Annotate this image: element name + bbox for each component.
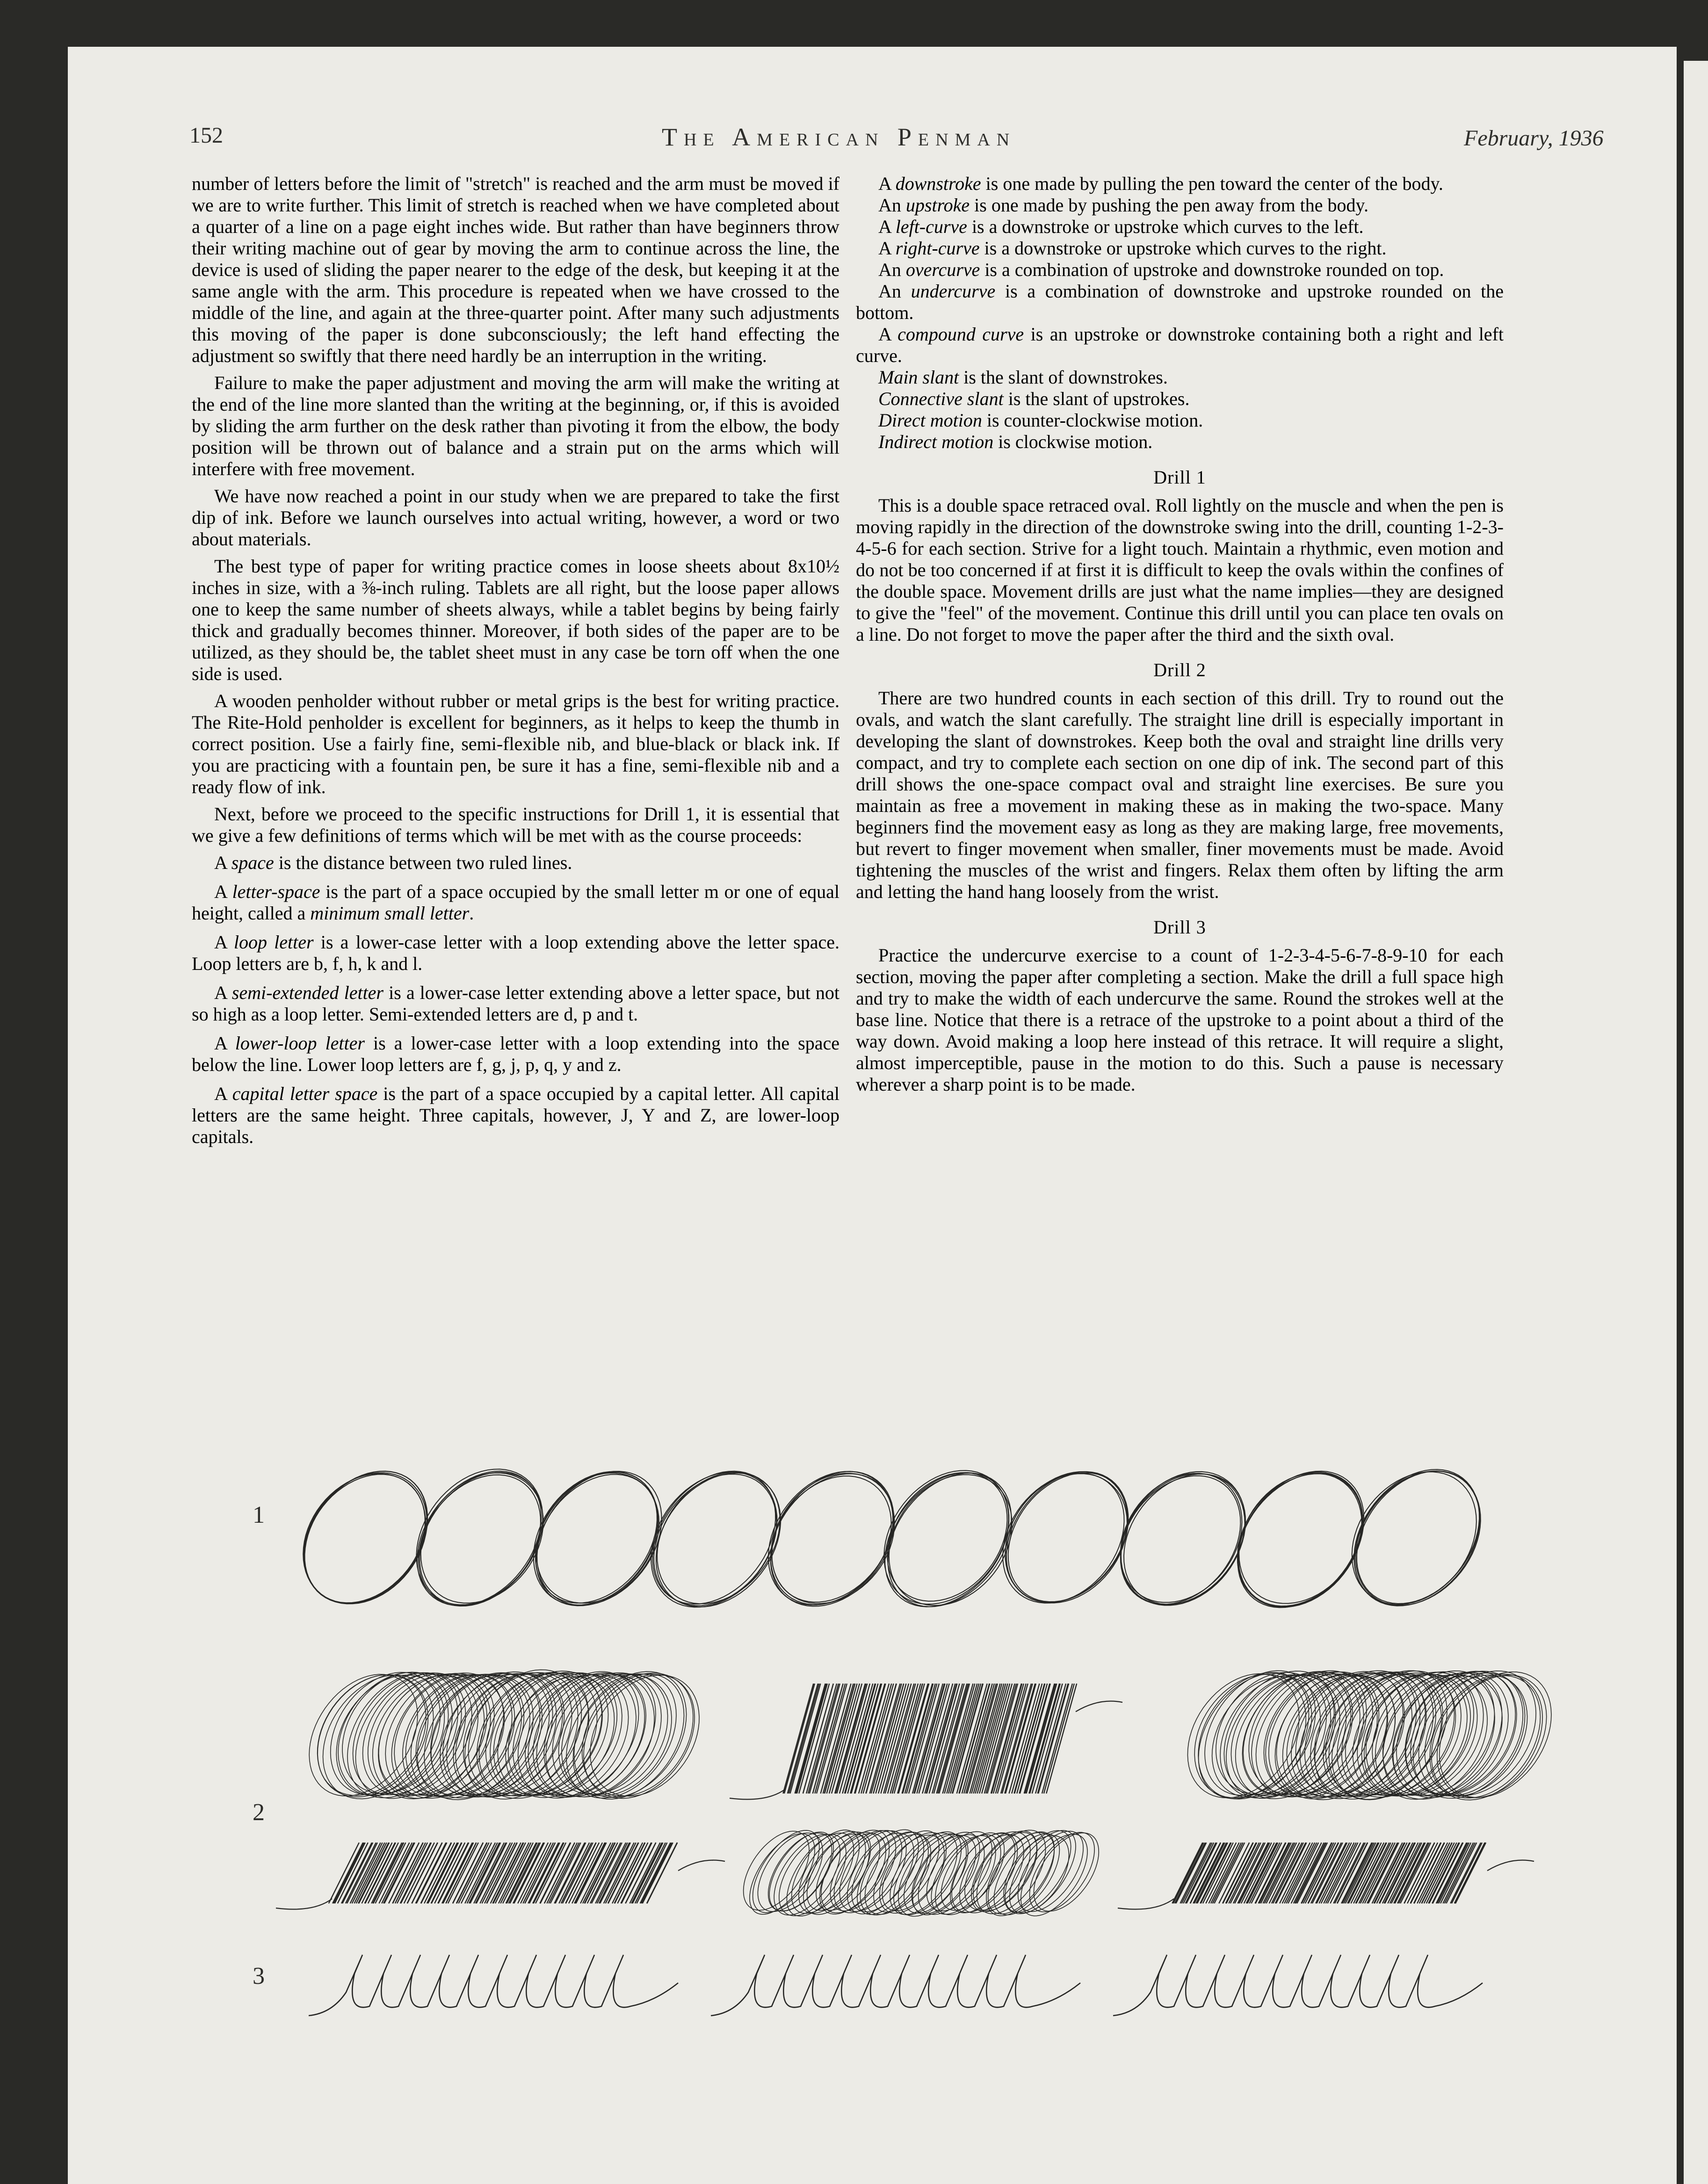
drill-1-oval-stroke xyxy=(772,1473,895,1603)
defined-term: downstroke xyxy=(895,173,981,194)
paragraph: number of letters before the limit of "stretch" is reached and the arm must be moved if we are to write further. This limit of stretch is reached when we have completed about a quarter of a line on a page eight inches wide. But rather than have beginners throw their writing machine out of gear by moving the arm to continue across the line, the device is used of sliding the paper nearer to the edge of the desk, but keeping it at the same angle with the arm. This procedure is repeated when we have crossed to the middle of the line, and again at the three-quarter point. After many such adjustments this moving of the paper is done subconsciously; the left hand effecting the adjustment so swiftly that there need hardly be an interruption in the writing. xyxy=(192,173,840,366)
figure-label: 3 xyxy=(253,1963,265,1989)
drill-1-oval-stroke xyxy=(654,1474,776,1605)
drill-heading: Drill 3 xyxy=(1153,917,1206,938)
defined-term: letter-space xyxy=(232,881,320,902)
drill-1-oval-figure xyxy=(299,1464,1562,1618)
definition-text: is the distance between two ruled lines. xyxy=(274,852,572,873)
definitions-list xyxy=(192,852,840,1148)
drill-1-oval-stroke xyxy=(657,1472,780,1604)
definition xyxy=(856,324,1504,367)
drill-1-oval-stroke xyxy=(885,1473,1009,1607)
drill-1-oval-stroke xyxy=(1356,1471,1481,1605)
drill-1-oval-stroke xyxy=(652,1471,775,1604)
defined-term: capital letter space xyxy=(232,1083,378,1104)
definition-text: is one made by pulling the pen toward the center of the body. xyxy=(981,173,1443,194)
definition-text: is the part of a space occupied by a capital letter. All capital letters are the same height. Three capitals, however, J, Y and Z, are lower-loop capitals. xyxy=(192,1083,840,1147)
definition xyxy=(856,388,1504,410)
drill-2-oval-stroke xyxy=(309,1674,418,1796)
defined-term: compound curve xyxy=(897,324,1024,345)
definition xyxy=(192,1083,840,1148)
definition xyxy=(856,431,1504,453)
drill-instructions: There are two hundred counts in each section of this drill. Try to round out the ovals, and watch the slant carefully. The straight line drill is especially important in developing the slant of downstrokes. Keep both the oval and straight line drills very compact, and try to complete each section on one dip of ink. The second part of this drill shows the one-space compact oval and straight line exercises. Be sure you maintain as free a movement in making these as in making the two-space. Many beginners find the movement easy as long as they are making large, free movements, but revert to finger movement when smaller, finer movements must be made. Avoid tightening the muscles of the wrist and fingers. Relax them often by lifting the arm and letting the hand hang loosely from the wrist. xyxy=(856,687,1504,902)
drill-1-oval-stroke xyxy=(536,1475,658,1606)
definition xyxy=(856,281,1504,324)
definition xyxy=(856,367,1504,388)
drill-2-line-stroke xyxy=(1172,1843,1486,1903)
defined-term: Indirect motion xyxy=(878,431,994,452)
drill-1-oval-stroke xyxy=(1121,1476,1241,1605)
drill-1-oval-stroke xyxy=(771,1474,894,1606)
drill-1-oval-stroke xyxy=(1238,1471,1364,1606)
drill-1-oval-stroke xyxy=(1003,1473,1124,1603)
paragraph: Failure to make the paper adjustment and moving the arm will make the writing at the end of the line more slanted than the writing at the beginning, or, if this is avoided by sliding the arm further on the desk rather than pivoting it from the elbow, the body position will be thrown out of balance and a strain put on the arms which will interfere with free movement. xyxy=(192,372,840,479)
drill-1-oval-stroke xyxy=(1354,1469,1479,1605)
drill-1-oval-stroke xyxy=(303,1474,426,1604)
drill-1-oval-stroke xyxy=(304,1475,425,1604)
defined-term: Connective slant xyxy=(878,388,1004,409)
issue-date: February, 1936 xyxy=(1464,126,1604,151)
drill-2-oval-stroke xyxy=(566,1674,676,1798)
drill-1-oval-stroke xyxy=(421,1473,543,1603)
definition-text: A xyxy=(878,173,896,194)
definition xyxy=(192,982,840,1025)
drill-1-oval-stroke xyxy=(1121,1472,1245,1605)
drill-2-oval-stroke xyxy=(1393,1676,1502,1798)
defined-term: Direct motion xyxy=(878,410,982,431)
drill-3-undercurve-figure xyxy=(299,1936,1562,2030)
definition-text: is a downstroke or upstroke which curves to the left. xyxy=(967,216,1364,237)
drill-1-oval-stroke xyxy=(419,1475,541,1606)
definition xyxy=(192,1033,840,1076)
definition xyxy=(856,216,1504,238)
defined-term: semi-extended letter xyxy=(232,982,384,1003)
drill-1-oval-stroke xyxy=(1238,1473,1362,1607)
definition xyxy=(856,195,1504,216)
adjacent-page-edge xyxy=(1684,61,1708,2184)
drill-1-oval-stroke xyxy=(305,1471,427,1603)
drill-1-oval-stroke xyxy=(887,1473,1007,1601)
drill-1-oval-stroke xyxy=(1238,1472,1363,1607)
defined-term: minimum small letter xyxy=(310,903,470,924)
definition xyxy=(856,173,1504,195)
definition-text: is a combination of downstroke and upstroke rounded on the bottom. xyxy=(856,281,1504,323)
drill-2-lead-stroke xyxy=(678,1860,725,1871)
definition xyxy=(192,852,840,874)
paragraph: The best type of paper for writing practice comes in loose sheets about 8x10½ inches in size, with a ⅜-inch ruling. Tablets are all right, but the loose paper allows one to keep the same number of sheets always, while a tablet begins by being fairly thick and gradually becomes thinner. Moreover, if both sides of the paper are to be utilized, as they should be, the tablet sheet must in any case be torn off when the one side is used. xyxy=(192,556,840,684)
drill-1-oval-stroke xyxy=(1352,1472,1476,1605)
drill-2-lead-stroke xyxy=(1487,1860,1534,1871)
running-title: The American Penman xyxy=(662,123,1016,151)
drill-2-oval-stroke xyxy=(1220,1675,1331,1798)
definition-text: is one made by pushing the pen away from the body. xyxy=(970,195,1368,216)
drill-1-oval-stroke xyxy=(1006,1472,1128,1603)
drill-1-oval-stroke xyxy=(1121,1473,1242,1602)
figure-label: 2 xyxy=(253,1799,265,1826)
drill-1-oval-stroke xyxy=(1354,1471,1480,1605)
drill-2-oval-stroke xyxy=(431,1673,540,1795)
drill-1-oval-stroke xyxy=(1008,1473,1129,1602)
drill-1-oval-stroke xyxy=(1124,1474,1245,1605)
drill-3-undercurve-stroke xyxy=(309,1955,678,2016)
drill-1-oval-stroke xyxy=(1121,1474,1245,1605)
drill-2-oval-stroke xyxy=(1437,1675,1547,1798)
definition-text: A xyxy=(214,932,234,953)
defined-term: lower-loop letter xyxy=(235,1033,365,1054)
drill-1-oval-stroke xyxy=(771,1476,891,1605)
drill-1-oval-stroke xyxy=(420,1473,543,1605)
drill-1-oval-stroke xyxy=(1238,1474,1363,1607)
definition-text: An xyxy=(878,259,906,280)
left-column xyxy=(192,173,840,1155)
drill-1-oval-stroke xyxy=(536,1472,657,1603)
drill-1-oval-stroke xyxy=(768,1471,893,1605)
definition xyxy=(192,881,840,924)
drill-2-compact-figure xyxy=(299,1665,1562,1927)
definition-text: is the slant of upstrokes. xyxy=(1003,388,1190,409)
definition-text: A xyxy=(214,1083,232,1104)
drill-2-oval-stroke xyxy=(338,1672,449,1795)
defined-term: overcurve xyxy=(905,259,980,280)
definition-text: An xyxy=(878,195,906,216)
paragraph: A wooden penholder without rubber or metal grips is the best for writing practice. The Rite-Hold penholder is excellent for beginners, as it helps to keep the thumb in correct position. Use a fairly fine, semi-flexible nib, and blue-black or black ink. If you are practicing with a fountain pen, be sure it has a fine, semi-flexible nib and a ready flow of ink. xyxy=(192,690,840,797)
drill-2-oval-stroke xyxy=(1030,1832,1095,1912)
page-number: 152 xyxy=(189,123,223,148)
defined-term: Main slant xyxy=(878,367,959,388)
drill-2-lead-stroke xyxy=(730,1789,786,1800)
drill-1-oval-stroke xyxy=(884,1470,1008,1604)
defined-term: left-curve xyxy=(895,216,967,237)
definition-text: is a lower-case letter with a loop extending into the space below the line. Lower loop letters are f, g, j, p, q, y and z. xyxy=(192,1033,840,1075)
drill-2-line-stroke xyxy=(783,1684,1077,1793)
definition-text: is a lower-case letter with a loop extending above the letter space. Loop letters are b, f, h, k and l. xyxy=(192,932,840,974)
drill-2-oval-stroke xyxy=(318,1675,428,1797)
drill-1-oval-stroke xyxy=(534,1472,658,1605)
definition-text: is a lower-case letter extending above a letter space, but not so high as a loop letter. Semi-extended letters are d, p and t. xyxy=(192,982,840,1025)
definition-text: A xyxy=(214,1033,235,1054)
definition-text: is the slant of downstrokes. xyxy=(959,367,1168,388)
definition-text: is clockwise motion. xyxy=(993,431,1153,452)
definition-text: An xyxy=(878,281,911,302)
definition-text: is a downstroke or upstroke which curves to the right. xyxy=(979,238,1387,259)
definition xyxy=(856,259,1504,281)
drill-2-oval-stroke xyxy=(1018,1831,1084,1912)
right-column xyxy=(856,173,1504,1101)
drill-1-oval-stroke xyxy=(304,1471,428,1604)
defined-term: upstroke xyxy=(905,195,970,216)
drill-1-oval-stroke xyxy=(651,1472,777,1607)
figure-label: 1 xyxy=(253,1502,265,1528)
defined-term: space xyxy=(231,852,274,873)
definition-text: A xyxy=(878,324,898,345)
defined-term: loop letter xyxy=(233,932,314,953)
drill-instructions: Practice the undercurve exercise to a count of 1-2-3-4-5-6-7-8-9-10 for each section, moving the paper after completing a section. Make the drill a full space high and try to make the width of each undercurve the same. Round the strokes well at the base line. Notice that there is a retrace of the upstroke to a point about a third of the way down. Avoid making a loop here instead of this retrace. It will require a slight, almost imperceptible, pause in the motion to do this. Such a pause is necessary wherever a sharp point is to be made. xyxy=(856,945,1504,1095)
drill-3-undercurve-stroke xyxy=(1113,1955,1483,2016)
defined-term: right-curve xyxy=(895,238,980,259)
defined-term: undercurve xyxy=(911,281,996,302)
definition xyxy=(856,410,1504,431)
definition-text: A xyxy=(214,881,232,902)
drill-1-oval-stroke xyxy=(1239,1473,1361,1604)
definition-text: is a combination of upstroke and downstroke rounded on top. xyxy=(980,259,1444,280)
drill-2-line-stroke xyxy=(329,1843,678,1903)
drill-1-oval-stroke xyxy=(889,1475,1012,1605)
drill-2-oval-stroke xyxy=(347,1673,458,1798)
definition-text: . xyxy=(469,903,474,924)
paragraph: Next, before we proceed to the specific instructions for Drill 1, it is essential that we give a few definitions of terms which will be met with as the course proceeds: xyxy=(192,803,840,846)
drill-2-oval-stroke xyxy=(559,1674,668,1794)
drill-1-oval-stroke xyxy=(417,1471,541,1606)
drill-1-oval-stroke xyxy=(416,1469,543,1605)
definition-text: is the part of a space occupied by the small letter m or one of equal height, called a xyxy=(192,881,840,924)
definition-text: A xyxy=(214,982,232,1003)
drill-1-oval-stroke xyxy=(772,1472,894,1602)
drill-instructions: This is a double space retraced oval. Roll lightly on the muscle and when the pen is moving rapidly in the direction of the downstroke swing into the drill, counting 1-2-3-4-5-6 for each section. Strive for a light touch. Maintain a rhythmic, even motion and do not be too concerned if at first it is difficult to keep the ovals within the confines of the double space. Movement drills are just what the name implies—they are designed to give the "feel" of the movement. Continue this drill until you can place ten ovals on a line. Do not forget to move the paper after the third and the sixth oval. xyxy=(856,495,1504,645)
drill-heading: Drill 2 xyxy=(1153,659,1206,680)
drill-1-oval-stroke xyxy=(536,1473,659,1603)
paragraph: We have now reached a point in our study when we are prepared to take the first dip of ink. Before we launch ourselves into actual writing, however, a word or two about materials. xyxy=(192,485,840,550)
drill-heading: Drill 1 xyxy=(1153,467,1206,488)
drill-1-oval-stroke xyxy=(1005,1474,1127,1603)
definition-text: A xyxy=(878,238,896,259)
drill-2-lead-stroke xyxy=(1076,1701,1122,1712)
definition-text: is counter-clockwise motion. xyxy=(982,410,1203,431)
drill-3-undercurve-stroke xyxy=(711,1955,1080,2016)
drill-1-oval-stroke xyxy=(304,1473,427,1604)
drill-2-oval-stroke xyxy=(792,1830,859,1913)
definition xyxy=(192,932,840,975)
drill-1-oval-stroke xyxy=(537,1471,661,1605)
definition xyxy=(856,238,1504,259)
definition-text: A xyxy=(878,216,896,237)
drill-1-oval-stroke xyxy=(1005,1472,1127,1602)
definitions-list xyxy=(856,173,1504,453)
drill-1-oval-stroke xyxy=(1357,1471,1479,1604)
drill-1-oval-stroke xyxy=(656,1473,781,1607)
drill-1-oval-stroke xyxy=(888,1473,1012,1607)
definition-text: is an upstroke or downstroke containing both a right and left curve. xyxy=(856,324,1504,366)
definition-text: A xyxy=(214,852,232,873)
drill-2-lead-stroke xyxy=(1118,1899,1174,1909)
